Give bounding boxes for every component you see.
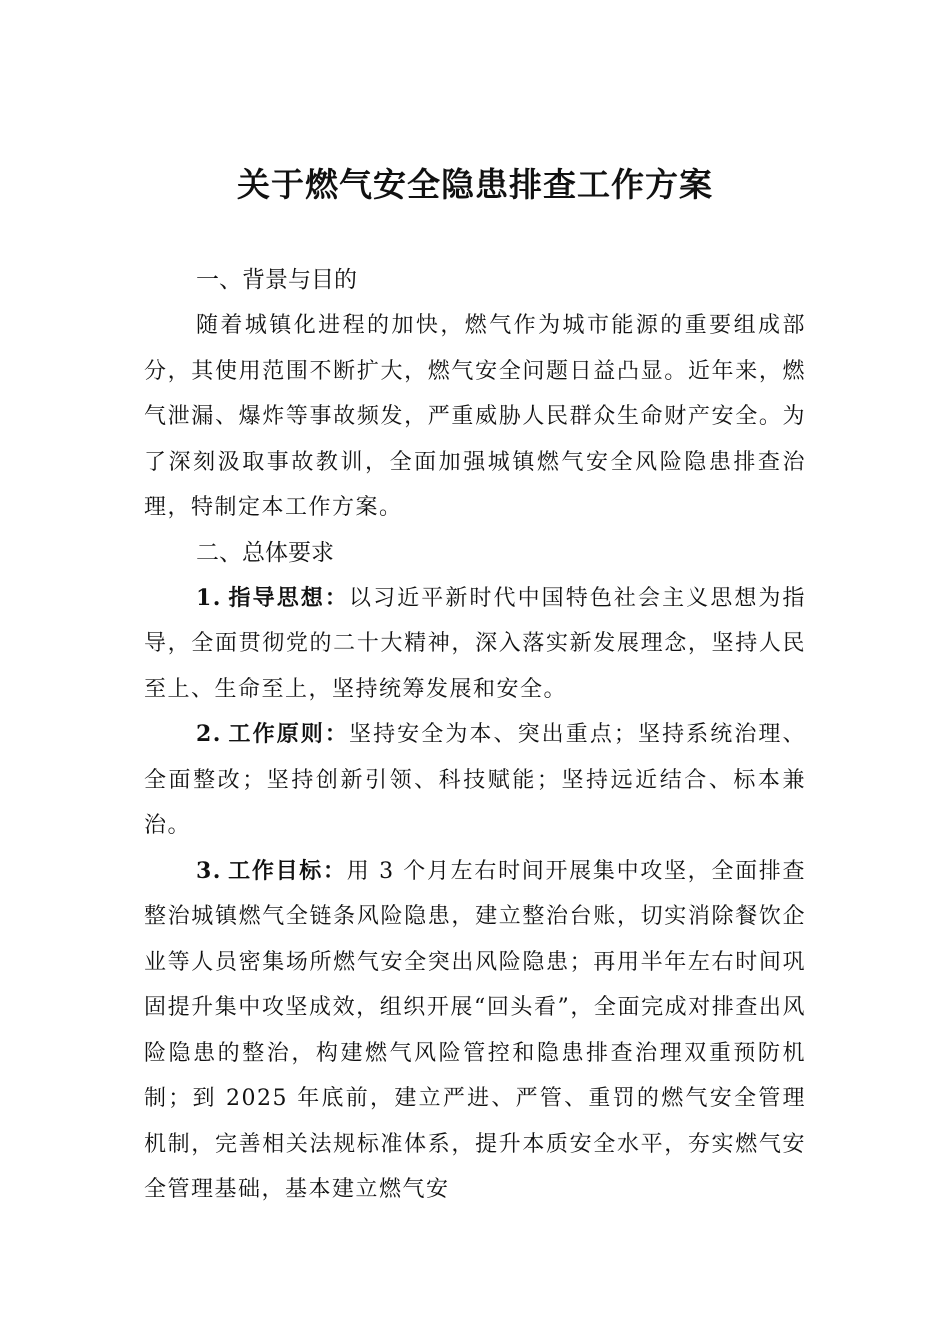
item-guiding-thought (144, 576, 806, 713)
item-label: 工作原则： (227, 721, 349, 747)
document-body (144, 258, 806, 1213)
section-heading-requirements: 二、总体要求 (196, 539, 334, 566)
item-number: 3. (196, 857, 222, 884)
background-paragraph: 随着城镇化进程的加快，燃气作为城市能源的重要组成部分，其使用范围不断扩大，燃气安全问题日益凸显。近年来，燃气泄漏、爆炸等事故频发，严重威胁人民群众生命财产安全。为了深刻汲取事故教训，全面加强城镇燃气安全风险隐患排查治理，特制定本工作方案。 (144, 313, 806, 520)
item-text: 以习近平新时代中国特色社会主义思想为指导，全面贯彻党的二十大精神，深入落实新发展理念，坚持人民至上、生命至上，坚持统筹发展和安全。 (144, 585, 806, 702)
item-work-goals (144, 849, 806, 1213)
section-heading-background: 一、背景与目的 (196, 267, 357, 293)
item-number: 2. (196, 721, 222, 747)
item-text: 用 3 个月左右时间开展集中攻坚，全面排查整治城镇燃气全链条风险隐患，建立整治台账，切实消除餐饮企业等人员密集场所燃气安全突出风险隐患；再用半年左右时间巩固提升集中攻坚成效，组织开展“回头看”，全面完成对排查出风险隐患的整治，构建燃气风险管控和隐患排查治理双重预防机制；到 2025 年底前，建立严进、严管、重罚的燃气安全管理机制，完善相关法规标准体系，提升本质安全水平，夯实燃气安全管理基础，基本建立燃气安 (144, 858, 806, 1202)
item-work-principles (144, 712, 806, 849)
document-title: 关于燃气安全隐患排查工作方案 (237, 165, 713, 204)
item-number: 1. (196, 584, 222, 611)
item-text: 坚持安全为本、突出重点；坚持系统治理、全面整改；坚持创新引领、科技赋能；坚持远近结合、标本兼治。 (144, 722, 806, 838)
item-label: 工作目标： (227, 857, 347, 884)
item-label: 指导思想： (227, 584, 349, 611)
